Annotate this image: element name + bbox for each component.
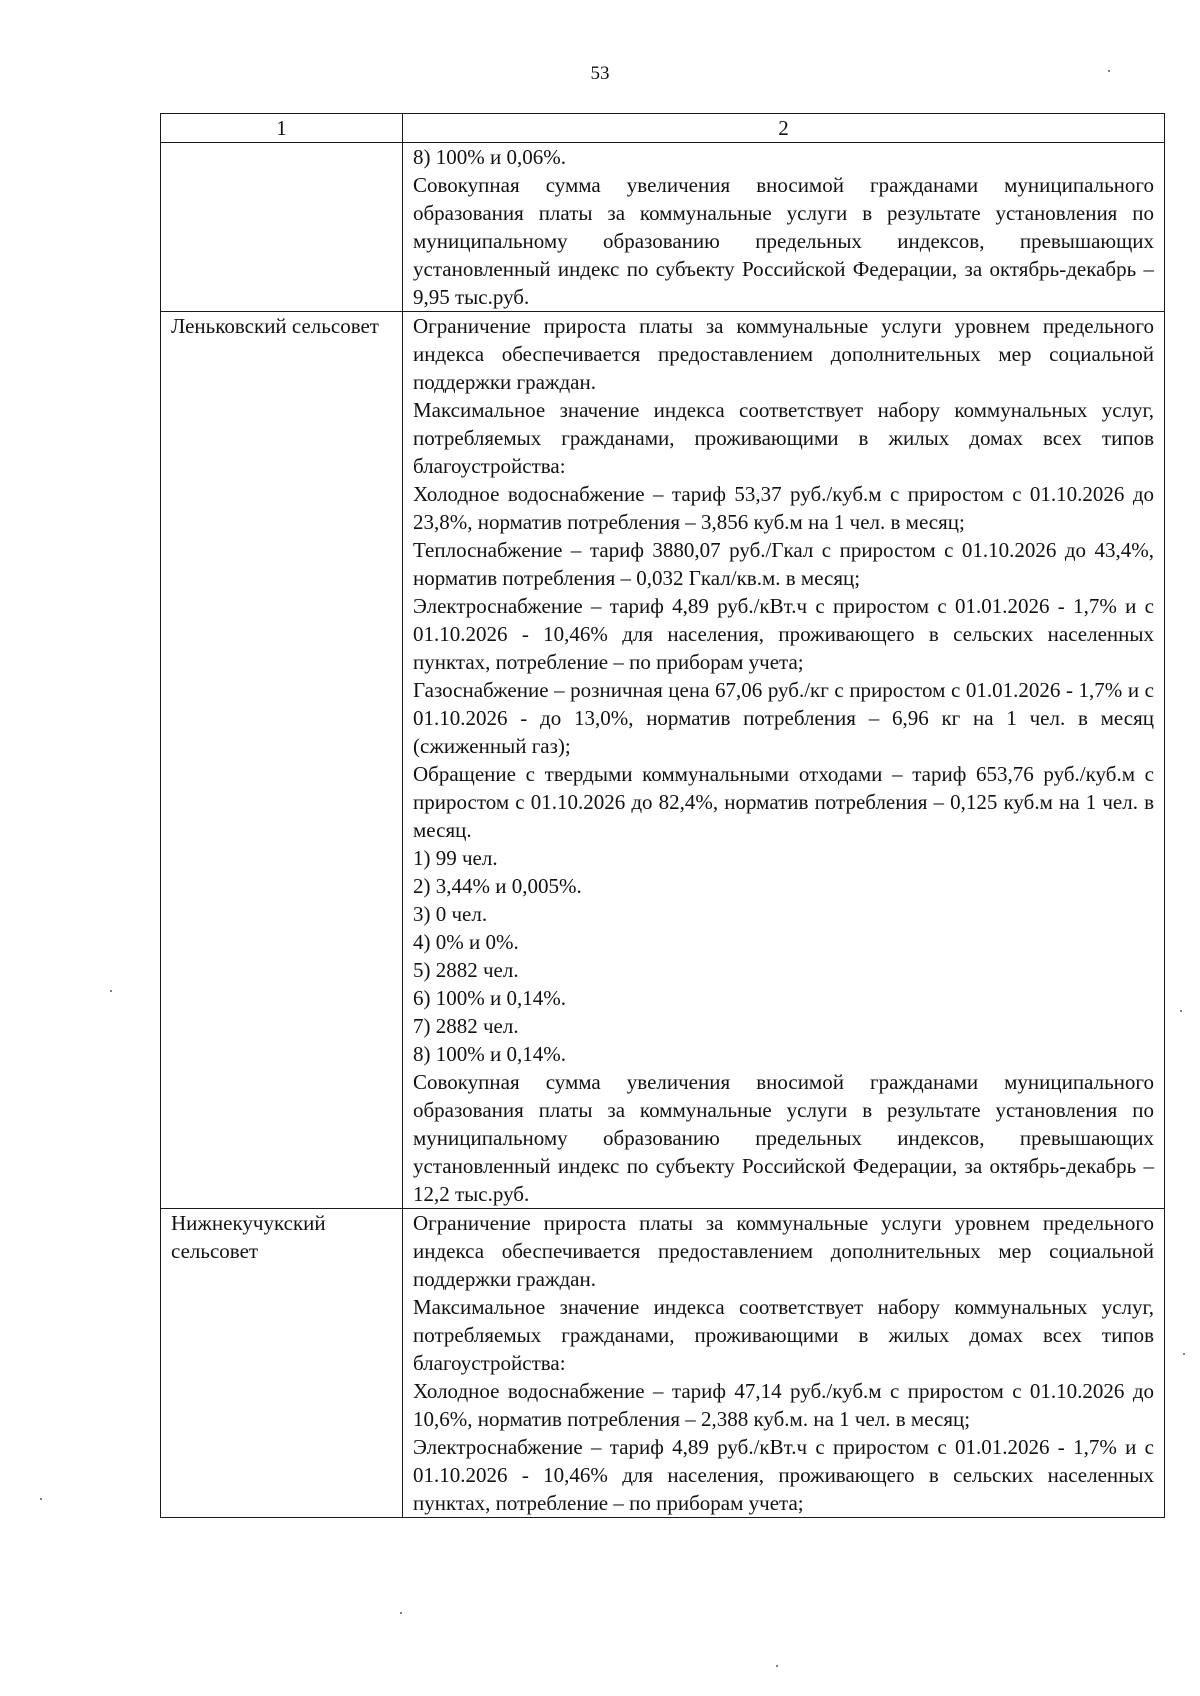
paragraph: Ограничение прироста платы за коммунальные услуги уровнем предельного индекса обеспечивается предоставлением дополнительных мер социальной поддержки граждан. — [413, 1211, 1154, 1291]
list-item: 6) 100% и 0,14%. — [413, 986, 566, 1010]
content-cell — [403, 312, 1165, 1209]
scan-speck — [1183, 1353, 1185, 1355]
column-header-2: 2 — [403, 114, 1165, 143]
list-item: 4) 0% и 0%. — [413, 930, 519, 954]
table-row — [161, 143, 1165, 312]
paragraph: Ограничение прироста платы за коммунальные услуги уровнем предельного индекса обеспечивается предоставлением дополнительных мер социальной поддержки граждан. — [413, 314, 1154, 394]
list-item: 1) 99 чел. — [413, 846, 498, 870]
scan-speck — [400, 1612, 402, 1614]
content-cell — [403, 143, 1165, 312]
paragraph: 8) 100% и 0,06%. — [413, 145, 566, 169]
paragraph: Обращение с твердыми коммунальными отходами – тариф 653,76 руб./куб.м с приростом с 01.10.2026 до 82,4%, норматив потребления – 0,125 куб.м на 1 чел. в месяц. — [413, 762, 1154, 842]
scan-speck — [110, 990, 112, 992]
scan-speck — [1108, 70, 1110, 72]
paragraph: Газоснабжение – розничная цена 67,06 руб./кг с приростом с 01.01.2026 - 1,7% и с 01.10.2026 - до 13,0%, норматив потребления – 6,96 кг на 1 чел. в месяц (сжиженный газ); — [413, 678, 1154, 758]
paragraph: Холодное водоснабжение – тариф 47,14 руб./куб.м с приростом с 01.10.2026 до 10,6%, норматив потребления – 2,388 куб.м. на 1 чел. в месяц; — [413, 1379, 1154, 1431]
list-item: 3) 0 чел. — [413, 902, 488, 926]
table-header-row — [161, 114, 1165, 143]
scan-speck — [40, 1498, 42, 1500]
municipality-name-cell: Леньковский сельсовет — [161, 312, 403, 1209]
paragraph: Холодное водоснабжение – тариф 53,37 руб./куб.м с приростом с 01.10.2026 до 23,8%, норматив потребления – 3,856 куб.м на 1 чел. в месяц; — [413, 482, 1154, 534]
list-item: 7) 2882 чел. — [413, 1014, 519, 1038]
list-item: 5) 2882 чел. — [413, 958, 519, 982]
paragraph: Теплоснабжение – тариф 3880,07 руб./Гкал с приростом с 01.10.2026 до 43,4%, норматив потребления – 0,032 Гкал/кв.м. в месяц; — [413, 538, 1154, 590]
content-cell — [403, 1209, 1165, 1518]
document-table — [160, 113, 1165, 1518]
list-item: 2) 3,44% и 0,005%. — [413, 874, 582, 898]
list-item: 8) 100% и 0,14%. — [413, 1042, 566, 1066]
paragraph: Максимальное значение индекса соответствует набору коммунальных услуг, потребляемых гражданами, проживающими в жилых домах всех типов благоустройства: — [413, 1295, 1154, 1375]
paragraph: Совокупная сумма увеличения вносимой гражданами муниципального образования платы за коммунальные услуги в результате установления по муниципальному образованию предельных индексов, превышающих установленный индекс по субъекту Российской Федерации, за октябрь-декабрь – 9,95 тыс.руб. — [413, 173, 1154, 309]
table-row — [161, 312, 1165, 1209]
municipality-name-cell: Нижнекучукский сельсовет — [161, 1209, 403, 1518]
scan-speck — [776, 1665, 778, 1667]
paragraph: Максимальное значение индекса соответствует набору коммунальных услуг, потребляемых гражданами, проживающими в жилых домах всех типов благоустройства: — [413, 398, 1154, 478]
paragraph: Совокупная сумма увеличения вносимой гражданами муниципального образования платы за коммунальные услуги в результате установления по муниципальному образованию предельных индексов, превышающих установленный индекс по субъекту Российской Федерации, за октябрь-декабрь – 12,2 тыс.руб. — [413, 1070, 1154, 1206]
municipality-name-cell — [161, 143, 403, 312]
paragraph: Электроснабжение – тариф 4,89 руб./кВт.ч с приростом с 01.01.2026 - 1,7% и с 01.10.2026 - 10,46% для населения, проживающего в сельских населенных пунктах, потребление – по приборам учета; — [413, 594, 1154, 674]
table-row — [161, 1209, 1165, 1518]
paragraph: Электроснабжение – тариф 4,89 руб./кВт.ч с приростом с 01.01.2026 - 1,7% и с 01.10.2026 - 10,46% для населения, проживающего в сельских населенных пунктах, потребление – по приборам учета; — [413, 1435, 1154, 1515]
page-number: 53 — [590, 63, 610, 84]
scan-speck — [1180, 1010, 1182, 1012]
column-header-1: 1 — [161, 114, 403, 143]
